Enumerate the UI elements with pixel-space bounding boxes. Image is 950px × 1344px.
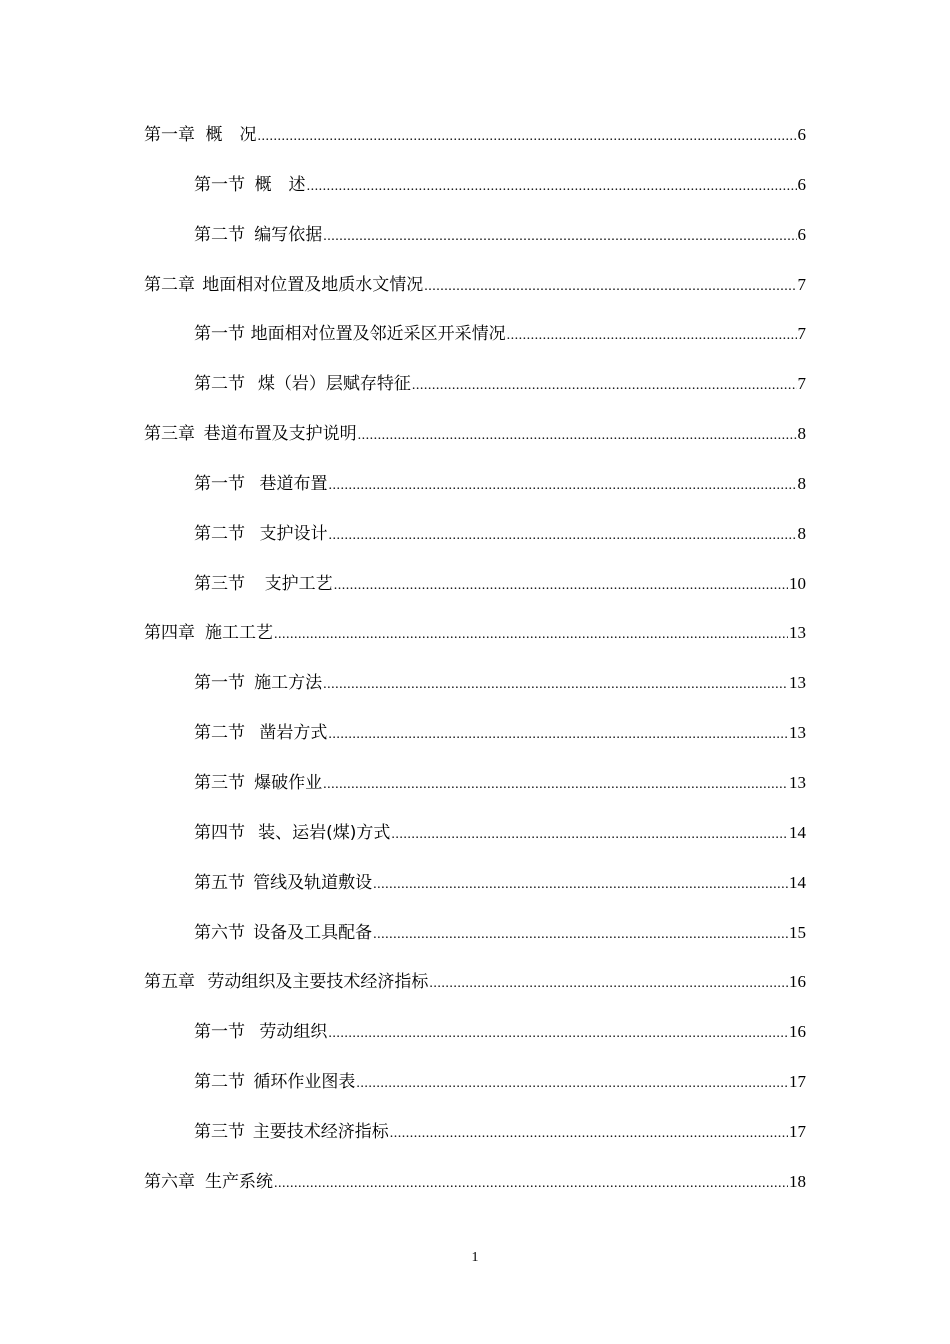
toc-entry-title: 支护设计 [254,523,328,544]
toc-section-entry[interactable] [0,566,950,616]
toc-entry-page: 16 [789,972,806,992]
toc-dot-leader [323,667,788,703]
toc-dot-leader [274,1166,788,1202]
toc-dot-leader [424,269,796,305]
toc-entry-title: 管线及轨道敷设 [253,872,373,893]
toc-section-entry[interactable] [0,217,950,267]
toc-entry-line [194,765,806,803]
toc-entry-page: 14 [789,822,806,842]
toc-dot-leader [328,1016,788,1052]
toc-entry-page: 6 [797,125,806,144]
toc-entry-title: 概 况 [205,125,257,145]
toc-section-entry[interactable] [0,715,950,765]
toc-entry-line [144,964,806,1002]
toc-entry-number: 第一章 [144,125,195,145]
toc-entry-page: 13 [789,623,806,643]
toc-entry-page: 7 [797,374,806,394]
toc-entry-page: 10 [789,573,806,593]
toc-entry-page: 13 [789,723,806,743]
toc-chapter-entry[interactable] [0,964,950,1014]
toc-dot-leader [358,418,797,454]
toc-entry-line [194,316,806,354]
toc-entry-line [144,117,806,155]
toc-section-entry[interactable] [0,865,950,915]
toc-entry-title: 概 述 [254,174,306,195]
toc-entry-line [194,915,806,953]
toc-entry-line [194,466,806,504]
toc-dot-leader [258,119,797,155]
toc-entry-line [194,516,806,554]
toc-section-entry[interactable] [0,316,950,366]
toc-entry-title: 地面相对位置及地质水文情况 [202,274,424,295]
toc-entry-page: 7 [797,324,806,344]
toc-entry-number: 第一节 [194,174,245,195]
toc-entry-line [194,1064,806,1102]
toc-entry-number: 第三节 [194,573,245,594]
toc-dot-leader [323,219,796,255]
toc-entry-title: 主要技术经济指标 [252,1121,389,1142]
toc-entry-line [194,566,806,604]
toc-entry-page: 8 [797,523,806,543]
toc-entry-number: 第二节 [194,723,245,744]
toc-chapter-entry[interactable] [0,416,950,466]
toc-entry-page: 18 [789,1171,806,1191]
toc-entry-line [194,217,806,255]
table-of-contents [0,117,950,1214]
toc-entry-number: 第五节 [194,872,245,893]
toc-entry-title: 设备及工具配备 [253,922,373,943]
toc-entry-number: 第三节 [194,1121,245,1142]
toc-section-entry[interactable] [0,1014,950,1064]
toc-entry-title: 装、运岩(煤)方式 [252,822,391,843]
toc-dot-leader [274,617,788,653]
toc-entry-page: 6 [797,174,806,194]
toc-dot-leader [507,318,797,354]
toc-dot-leader [334,568,788,604]
toc-section-entry[interactable] [0,665,950,715]
toc-entry-title: 施工工艺 [205,623,274,644]
toc-dot-leader [390,1116,788,1152]
toc-entry-title: 地面相对位置及邻近采区开采情况 [250,324,506,345]
toc-entry-page: 13 [789,673,806,693]
toc-entry-title: 劳动组织及主要技术经济指标 [202,972,429,993]
toc-entry-number: 第四节 [194,822,245,843]
toc-entry-line [194,665,806,703]
toc-entry-line [144,1164,806,1202]
toc-entry-page: 16 [789,1022,806,1042]
toc-dot-leader [412,368,797,404]
toc-entry-number: 第一节 [194,473,245,494]
toc-entry-page: 8 [797,473,806,493]
toc-entry-line [194,715,806,753]
toc-section-entry[interactable] [0,1114,950,1164]
toc-section-entry[interactable] [0,366,950,416]
toc-entry-page: 6 [797,224,806,244]
toc-dot-leader [373,867,788,903]
toc-entry-title: 循环作业图表 [253,1072,356,1093]
toc-dot-leader [391,817,788,853]
toc-entry-page: 17 [789,1121,806,1141]
toc-entry-line [194,865,806,903]
toc-entry-title: 编写依据 [254,224,323,245]
toc-chapter-entry[interactable] [0,117,950,167]
toc-section-entry[interactable] [0,815,950,865]
toc-entry-number: 第三章 [144,424,195,445]
toc-dot-leader [323,767,788,803]
toc-dot-leader [429,966,788,1002]
toc-entry-number: 第六章 [144,1171,195,1192]
toc-entry-line [144,267,806,305]
toc-entry-page: 14 [789,872,806,892]
toc-chapter-entry[interactable] [0,1164,950,1214]
toc-entry-number: 第五章 [144,972,195,993]
toc-entry-title: 施工方法 [254,673,323,694]
toc-dot-leader [356,1066,788,1102]
toc-entry-line [144,416,806,454]
toc-entry-title: 生产系统 [205,1171,274,1192]
toc-entry-line [194,1014,806,1052]
toc-entry-page: 7 [797,274,806,294]
toc-section-entry[interactable] [0,915,950,965]
toc-entry-number: 第三节 [194,772,245,793]
page-number: 1 [471,1250,479,1265]
toc-entry-number: 第二节 [194,374,245,395]
toc-entry-title: 爆破作业 [254,772,323,793]
toc-entry-title: 支护工艺 [253,573,333,594]
toc-section-entry[interactable] [0,1064,950,1114]
toc-entry-page: 17 [789,1072,806,1092]
toc-entry-title: 巷道布置 [254,473,328,494]
toc-chapter-entry[interactable] [0,267,950,317]
toc-dot-leader [328,717,788,753]
toc-entry-number: 第一节 [194,324,245,345]
toc-entry-number: 第一节 [194,1022,245,1043]
toc-entry-title: 劳动组织 [253,1022,328,1043]
toc-entry-title: 凿岩方式 [253,723,328,744]
toc-entry-line [144,615,806,653]
toc-entry-number: 第二节 [194,224,245,245]
toc-dot-leader [329,518,797,554]
toc-chapter-entry[interactable] [0,615,950,665]
toc-entry-line [194,366,806,404]
toc-entry-number: 第四章 [144,623,195,644]
toc-entry-number: 第二节 [194,523,245,544]
toc-entry-title: 巷道布置及支护说明 [203,424,357,445]
toc-entry-line [194,1114,806,1152]
toc-entry-page: 15 [789,922,806,942]
toc-entry-number: 第一节 [194,673,245,694]
toc-dot-leader [329,468,797,504]
toc-dot-leader [373,917,788,953]
toc-entry-page: 8 [797,424,806,444]
toc-entry-line [194,815,806,853]
toc-dot-leader [307,169,797,205]
toc-entry-number: 第二节 [194,1072,245,1093]
toc-section-entry[interactable] [0,167,950,217]
toc-entry-title: 煤（岩）层赋存特征 [252,374,411,395]
toc-section-entry[interactable] [0,765,950,815]
toc-entry-line [194,167,806,205]
toc-section-entry[interactable] [0,466,950,516]
toc-entry-page: 13 [789,772,806,792]
toc-entry-number: 第二章 [144,274,195,295]
toc-section-entry[interactable] [0,516,950,566]
toc-entry-number: 第六节 [194,922,245,943]
